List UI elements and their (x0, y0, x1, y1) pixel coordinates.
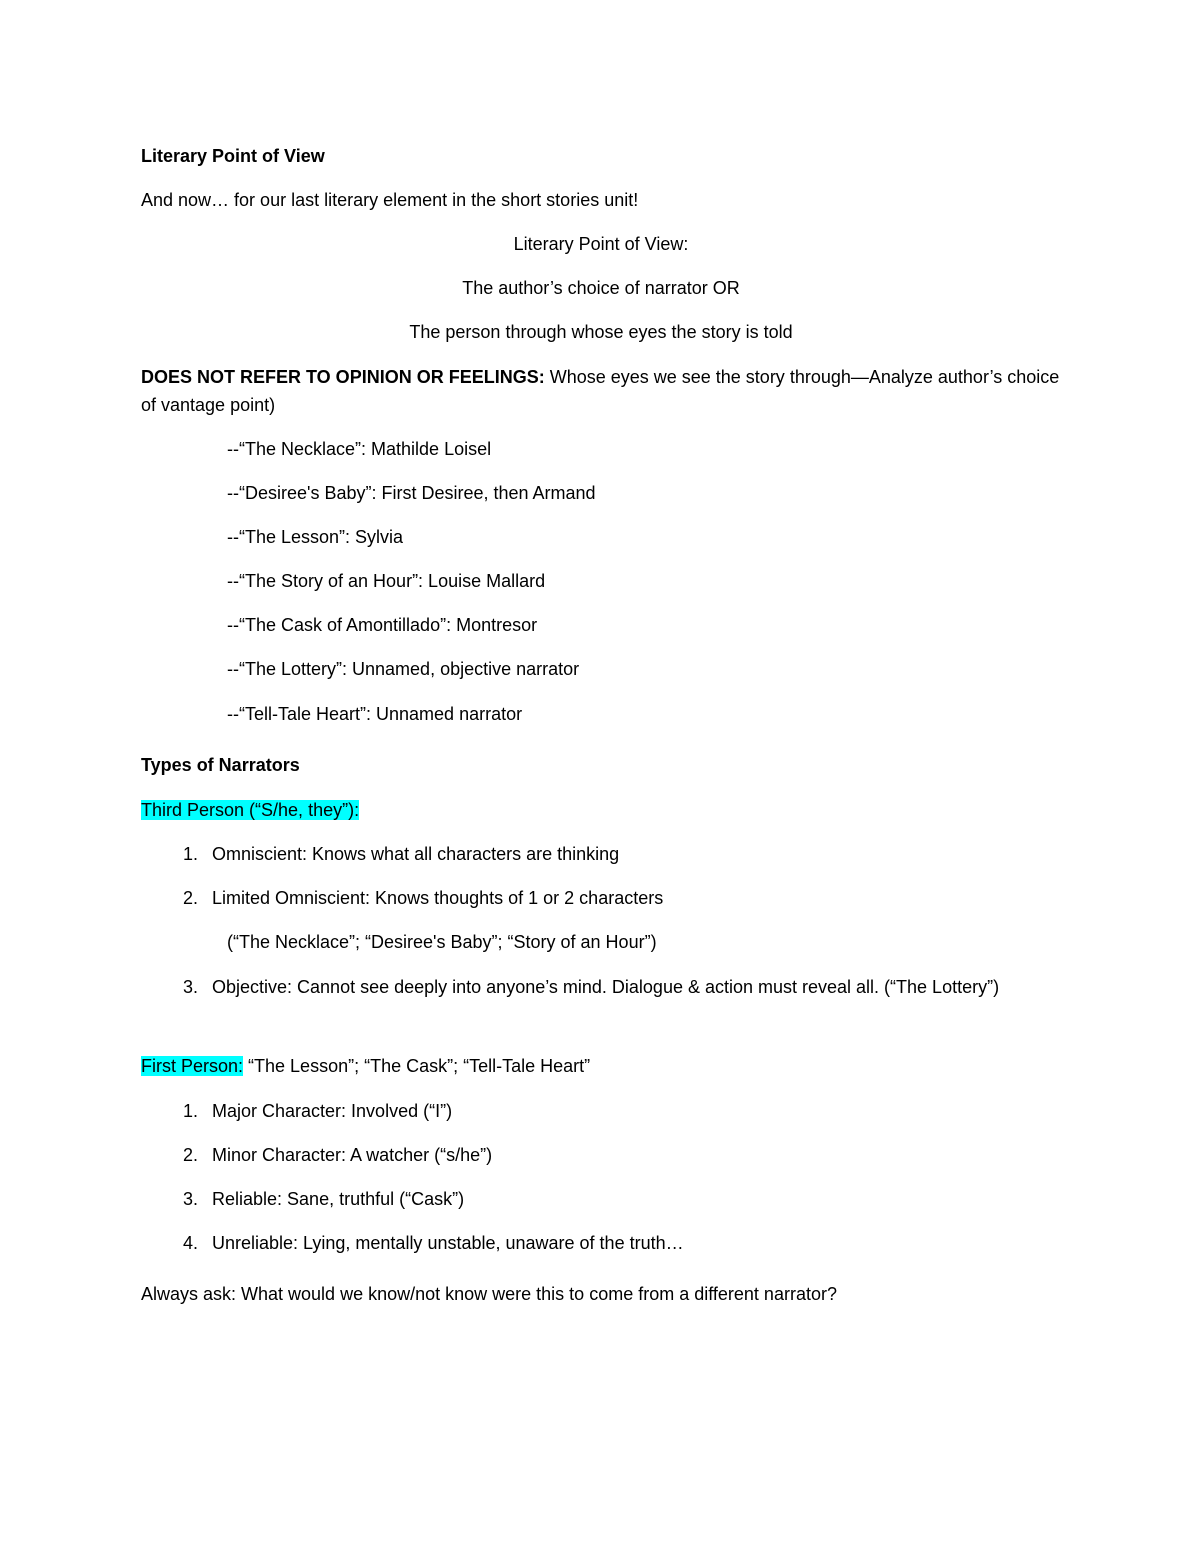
definition-line-2: The person through whose eyes the story is told (409, 322, 793, 342)
example-item: --“Desiree's Baby”: First Desiree, then Armand (227, 483, 596, 503)
third-person-item: Limited Omniscient: Knows thoughts of 1 or 2 characters (212, 888, 664, 908)
list-number: 4. (182, 1233, 198, 1253)
document-title: Literary Point of View (141, 146, 325, 166)
definition-heading: Literary Point of View: (513, 234, 689, 254)
example-item: --“The Lesson”: Sylvia (227, 527, 404, 547)
third-person-sub-note: (“The Necklace”; “Desiree's Baby”; “Story of an Hour”) (227, 932, 657, 952)
definition-line-1: The author’s choice of narrator OR (462, 278, 740, 298)
intro-text: And now… for our last literary element in the short stories unit! (141, 190, 639, 210)
list-number: 3. (182, 977, 198, 997)
example-item: --“The Story of an Hour”: Louise Mallard (227, 571, 546, 591)
note-paragraph (141, 363, 1061, 419)
third-person-item: Omniscient: Knows what all characters are thinking (212, 844, 620, 864)
types-heading: Types of Narrators (141, 755, 300, 775)
first-person-item: Unreliable: Lying, mentally unstable, unaware of the truth… (212, 1233, 684, 1253)
third-person-label (141, 796, 359, 824)
list-number: 1. (182, 844, 198, 864)
list-number: 2. (182, 888, 198, 908)
list-number: 2. (182, 1145, 198, 1165)
list-number: 3. (182, 1189, 198, 1209)
first-person-item: Reliable: Sane, truthful (“Cask”) (212, 1189, 465, 1209)
note-bold-text: DOES NOT REFER TO OPINION OR FEELINGS: (141, 367, 545, 387)
example-item: --“Tell-Tale Heart”: Unnamed narrator (227, 704, 523, 724)
example-item: --“The Lottery”: Unnamed, objective narrator (227, 659, 580, 679)
note-text: Whose eyes we see the story through—Analyze author’s choice of vantage point) (141, 367, 1060, 415)
closing-question: Always ask: What would we know/not know were this to come from a different narrator? (141, 1284, 837, 1304)
example-item: --“The Cask of Amontillado”: Montresor (227, 615, 538, 635)
first-person-item: Major Character: Involved (“I”) (212, 1101, 453, 1121)
third-person-item: Objective: Cannot see deeply into anyone’s mind. Dialogue & action must reveal all. (“The Lottery”) (212, 977, 1000, 997)
first-person-item: Minor Character: A watcher (“s/he”) (212, 1145, 493, 1165)
list-number: 1. (182, 1101, 198, 1121)
first-person-highlight: First Person: (141, 1056, 244, 1076)
example-item: --“The Necklace”: Mathilde Loisel (227, 439, 492, 459)
first-person-examples: “The Lesson”; “The Cask”; “Tell-Tale Heart” (243, 1056, 591, 1076)
third-person-highlight: Third Person (“S/he, they”): (141, 800, 360, 820)
first-person-line (141, 1052, 590, 1080)
